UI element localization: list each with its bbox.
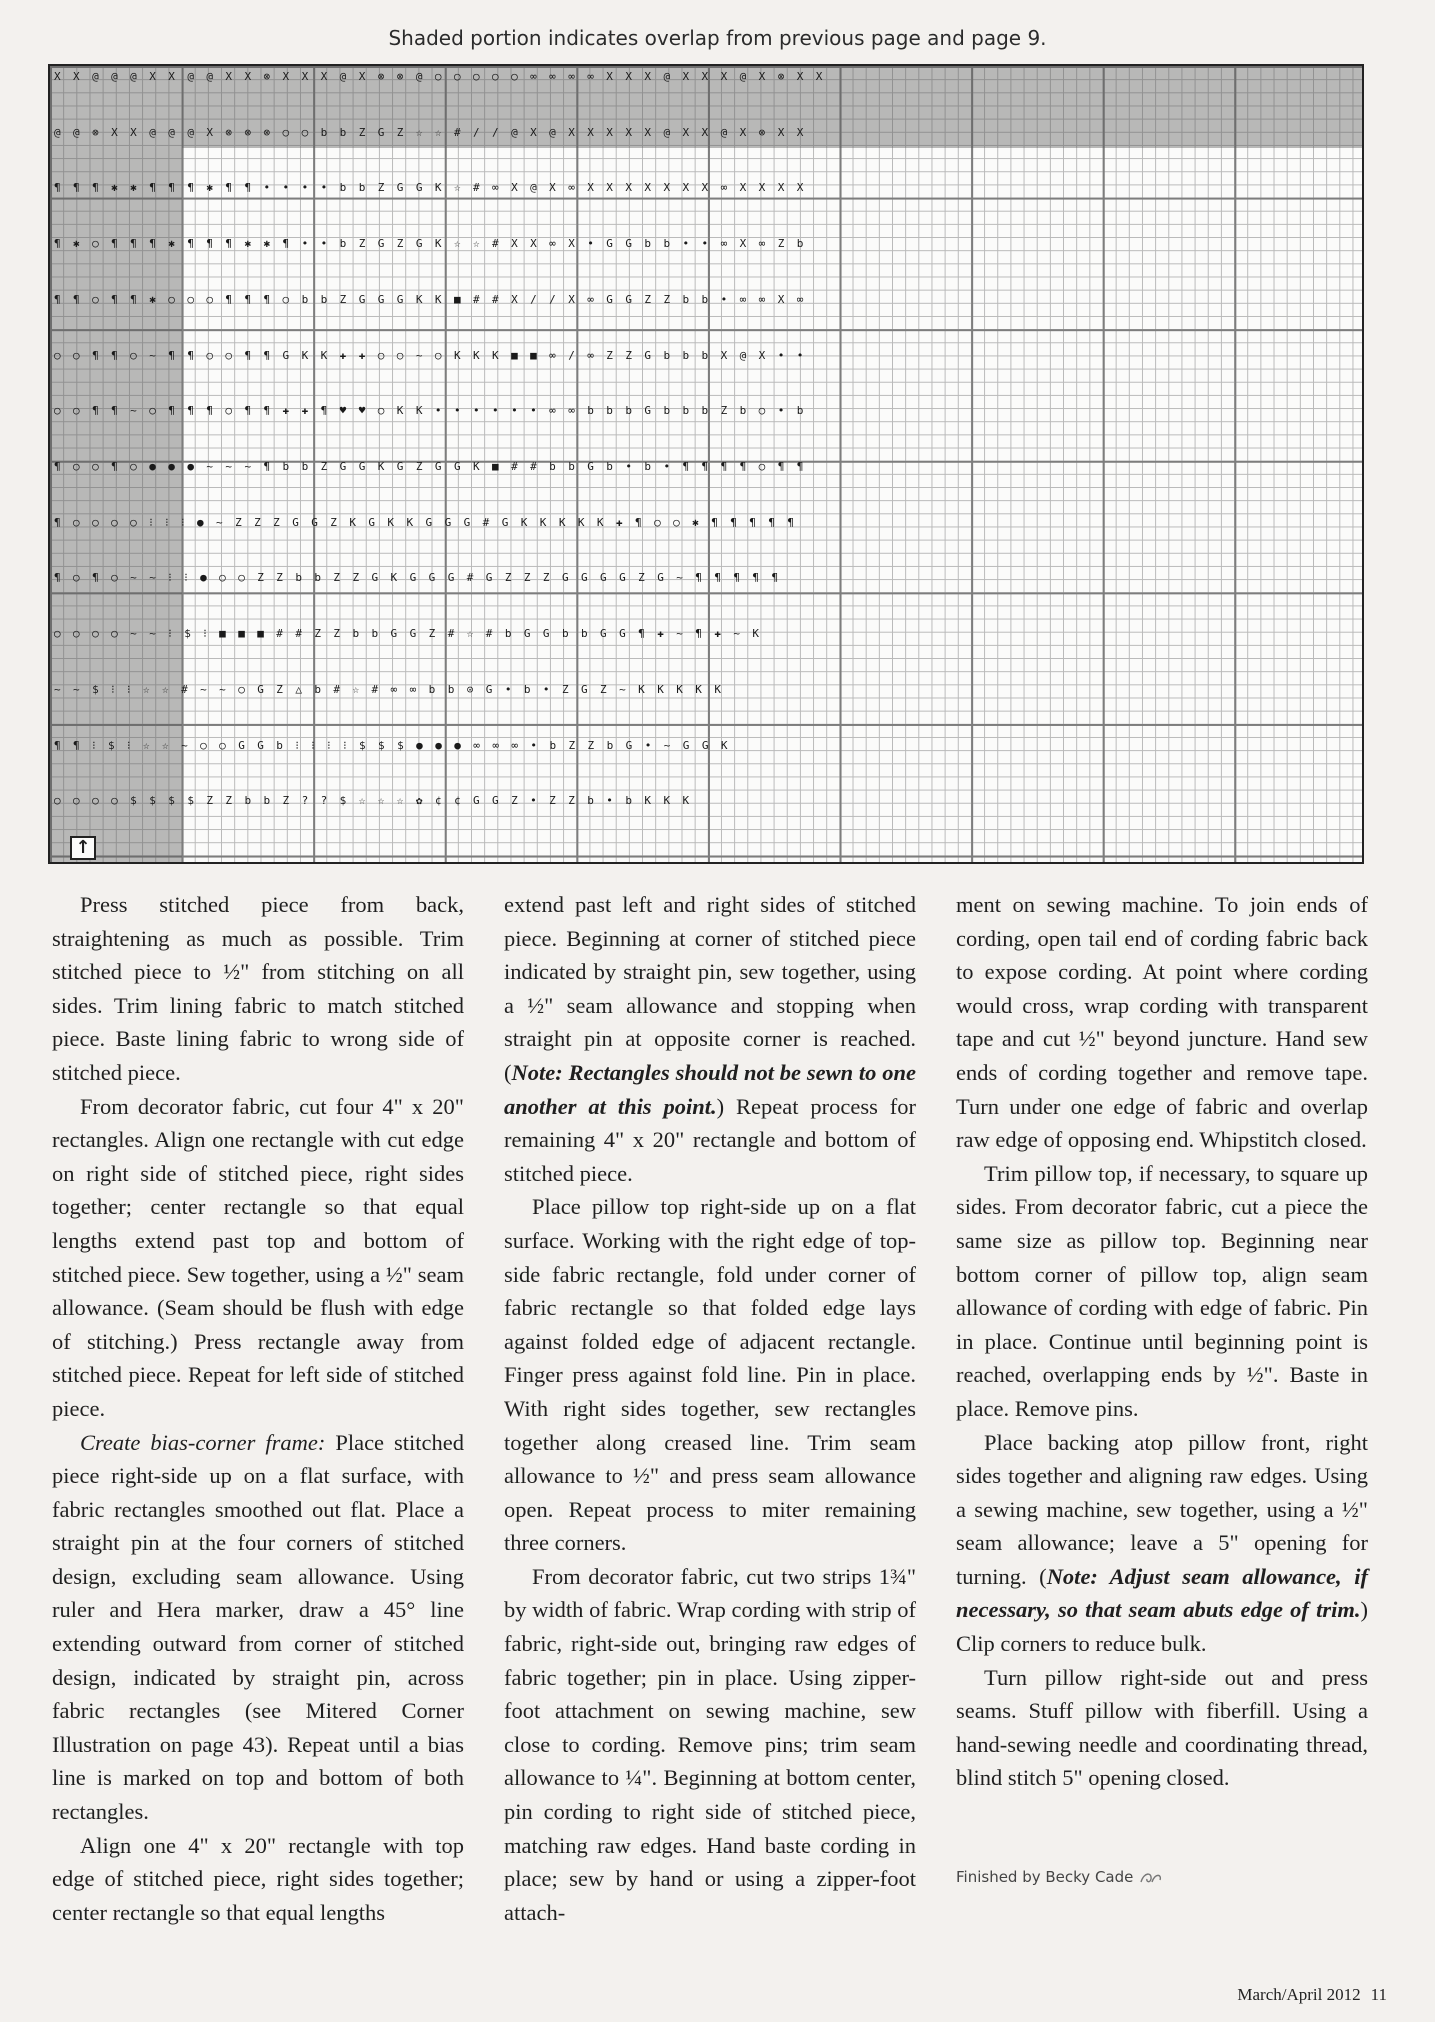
chart-symbol-row: X X @ @ @ X X @ @ X X ⊗ X X X @ X ⊗ ⊗ @ ○ ○ ○ ○ ○ ∞ ∞ ∞ ∞ X X X @ X X X @ X ⊗ X X <box>54 70 826 83</box>
text: Place backing atop pillow front, right sides together and aligning raw edges. Using a sewing machine, sew together, using a ½" seam allowance; leave a 5" opening for turning. ( <box>956 1429 1368 1589</box>
overlap-shading-left <box>50 148 182 862</box>
paragraph <box>52 1426 464 1829</box>
paragraph: ment on sewing machine. To join ends of cording, open tail end of cording fabric back to expose cording. At point where cording would cross, wrap cording with transparent tape and cut ½" beyond juncture. Hand sew ends of cording together and remove tape. Turn under one edge of fabric and overlap raw edge of opposing end. Whipstitch closed. <box>956 892 1368 1153</box>
text: ) Clip corners to reduce bulk. <box>956 1597 1368 1657</box>
paragraph: Press stitched piece from back, straightening as much as possible. Trim stitched piece to ½" from stitching on all sides. Trim lining fabric to match stitched piece. Baste lining fabric to wrong side of stitched piece. <box>52 892 464 1085</box>
text: extend past left and right sides of stitched piece. Beginning at corner of stitched piece indicated by straight pin, sew together, using a ½" seam allowance and stopping when straight pin at opposite corner is reached. ( <box>504 892 916 1085</box>
paragraph <box>956 1426 1368 1661</box>
chart-symbol-row: ~ ~ $ ⁝ ⁝ ☆ ☆ # ~ ~ ○ G Z △ b # ☆ # ∞ ∞ b b ⊙ G • b • Z G Z ~ K K K K K <box>54 682 724 696</box>
cross-stitch-chart <box>48 64 1364 864</box>
chart-symbol-row: ¶ ¶ ○ ¶ ¶ ✱ ○ ○ ○ ¶ ¶ ¶ ○ b b Z G G G K K ■ # # X / / X ∞ G G Z Z b b • ∞ ∞ X ∞ <box>54 292 807 306</box>
page-number: 11 <box>1370 1985 1387 2004</box>
paragraph: Align one 4" x 20" rectangle with top edge of stitched piece, right sides together; center rectangle so that equal lengths <box>52 1832 464 1925</box>
chart-symbol-row: @ @ ⊗ X X @ @ @ X ⊗ ⊗ ⊗ ○ ○ b b Z G Z ☆ ☆ # / / @ X @ X X X X X @ X X @ X ⊗ X X <box>54 125 807 139</box>
chart-symbol-row: ¶ ✱ ○ ¶ ¶ ¶ ✱ ¶ ¶ ¶ ✱ ✱ ¶ • • b Z G Z G K ☆ ☆ # X X ∞ X • G G b b • • ∞ X ∞ Z b <box>54 237 807 251</box>
column-3 <box>956 888 1368 1795</box>
paragraph: From decorator fabric, cut four 4" x 20" rectangles. Align one rectangle with cut edge on right side of stitched piece, right sides together; center rectangle so that equal lengths extend past top and bottom of stitched piece. Sew together, using a ½" seam allowance. (Seam should be flush with edge of stitching.) Press rectangle away from stitched piece. Repeat for left side of stitched piece. <box>52 1093 464 1421</box>
chart-symbol-row: ¶ ○ ○ ○ ○ ⁝ ⁝ ⁝ ● ~ Z Z Z G G Z K G K K G G G # G K K K K K ✚ ¶ ○ ○ ✱ ¶ ¶ ¶ ¶ ¶ <box>54 515 797 529</box>
center-arrow-icon: ↑ <box>70 836 96 860</box>
chart-symbol-row: ¶ ○ ○ ¶ ○ ● ● ● ~ ~ ~ ¶ b b Z G G K G Z G G K ■ # # b b G b • b • ¶ ¶ ¶ ¶ ○ ¶ ¶ <box>54 460 807 473</box>
chart-symbol-row: ¶ ¶ ⁝ $ ⁝ ☆ ☆ ~ ○ ○ G G b ⁝ ⁝ ⁝ ⁝ $ $ $ ● ● ● ∞ ∞ ∞ • b Z Z b G • ~ G G K <box>54 738 731 752</box>
chart-symbol-row: ○ ○ ¶ ¶ ~ ○ ¶ ¶ ¶ ○ ¶ ¶ ✚ ✚ ¶ ♥ ♥ ○ K K • • • • • • ∞ ∞ b b b G b b b Z b ○ • b <box>54 404 807 418</box>
text: ) Repeat process for remaining 4" x 20" rectangle and bottom of stitched piece. <box>504 1093 916 1186</box>
step-text: Place stitched piece right-side up on a flat surface, with fabric rectangles smoothed out flat. Place a straight pin at the four corners of stitched design, excluding seam allowance. Using ruler and Hera marker, draw a 45° line extending outward from corner of stitched design, indicated by straight pin, across fabric rectangles (see Mitered Corner Illustration on page 43). Repeat until a bias line is marked on top and bottom of both rectangles. <box>52 1429 464 1825</box>
finisher-credit <box>956 1868 1164 1886</box>
note: Note: Rectangles should not be sewn to one another at this point. <box>504 1059 916 1119</box>
paragraph: Place pillow top right-side up on a flat surface. Working with the right edge of top-side fabric rectangle, fold under corner of fabric rectangle so that folded edge lays against folded edge of adjacent rectangle. Finger press against fold line. Pin in place. With right sides together, sew rectangles together along creased line. Trim seam allowance to ½" and press seam allowance open. Repeat process to miter remaining three corners. <box>504 1194 916 1556</box>
chart-symbol-row: ○ ○ ○ ○ ~ ~ ⁝ $ ⁝ ■ ■ ■ # # Z Z b b G G Z # ☆ # b G G b b G G ¶ ✚ ~ ¶ ✚ ~ K <box>54 627 762 641</box>
column-1 <box>52 888 464 1929</box>
swirl-icon <box>1138 1870 1164 1886</box>
note: Note: Adjust seam allowance, if necessary, so that seam abuts edge of trim. <box>956 1563 1368 1623</box>
credit-text: Finished by Becky Cade <box>956 1868 1134 1886</box>
chart-caption: Shaded portion indicates overlap from previous page and page 9. <box>388 26 1047 50</box>
paragraph <box>504 888 916 1190</box>
paragraph: Turn pillow right-side out and press seams. Stuff pillow with fiberfill. Using a hand-sewing needle and coordinating thread, blind stitch 5" opening closed. <box>956 1664 1368 1791</box>
step-heading: Create bias-corner frame: <box>80 1429 326 1455</box>
page-footer <box>1237 1985 1387 2005</box>
chart-symbol-row: ○ ○ ○ ○ $ $ $ $ Z Z b b Z ? ? $ ☆ ☆ ☆ ✿ ¢ ¢ G G Z • Z Z b • b K K K <box>54 794 693 808</box>
paragraph: From decorator fabric, cut two strips 1¾" by width of fabric. Wrap cording with strip of fabric, right-side out, bringing raw edges of fabric together; pin in place. Using zipper-foot attachment on sewing machine, sew close to cording. Remove pins; trim seam allowance to ¼". Beginning at bottom center, pin cording to right side of stitched piece, matching raw edges. Hand baste cording in place; sew by hand or using a zipper-foot attach- <box>504 1563 916 1925</box>
issue-date: March/April 2012 <box>1237 1985 1361 2004</box>
column-2 <box>504 888 916 1929</box>
chart-symbol-row: ○ ○ ¶ ¶ ○ ~ ¶ ¶ ○ ○ ¶ ¶ G K K ✚ ✚ ○ ○ ~ ○ K K K ■ ■ ∞ / ∞ Z Z G b b b X @ X • • <box>54 348 807 362</box>
paragraph: Trim pillow top, if necessary, to square up sides. From decorator fabric, cut a piece the same size as pillow top. Beginning near bottom corner of pillow top, align seam allowance of cording with edge of fabric. Pin in place. Continue until beginning point is reached, overlapping ends by ½". Baste in place. Remove pins. <box>956 1160 1368 1421</box>
chart-symbol-row: ¶ ¶ ¶ ✱ ✱ ¶ ¶ ¶ ✱ ¶ ¶ • • • • b b Z G G K ☆ # ∞ X @ X ∞ X X X X X X X ∞ X X X X <box>54 181 807 195</box>
chart-symbol-row: ¶ ○ ¶ ○ ~ ~ ⁝ ⁝ ● ○ ○ Z Z b b Z Z G K G G G # G Z Z Z G G G G Z G ~ ¶ ¶ ¶ ¶ ¶ <box>54 571 781 585</box>
